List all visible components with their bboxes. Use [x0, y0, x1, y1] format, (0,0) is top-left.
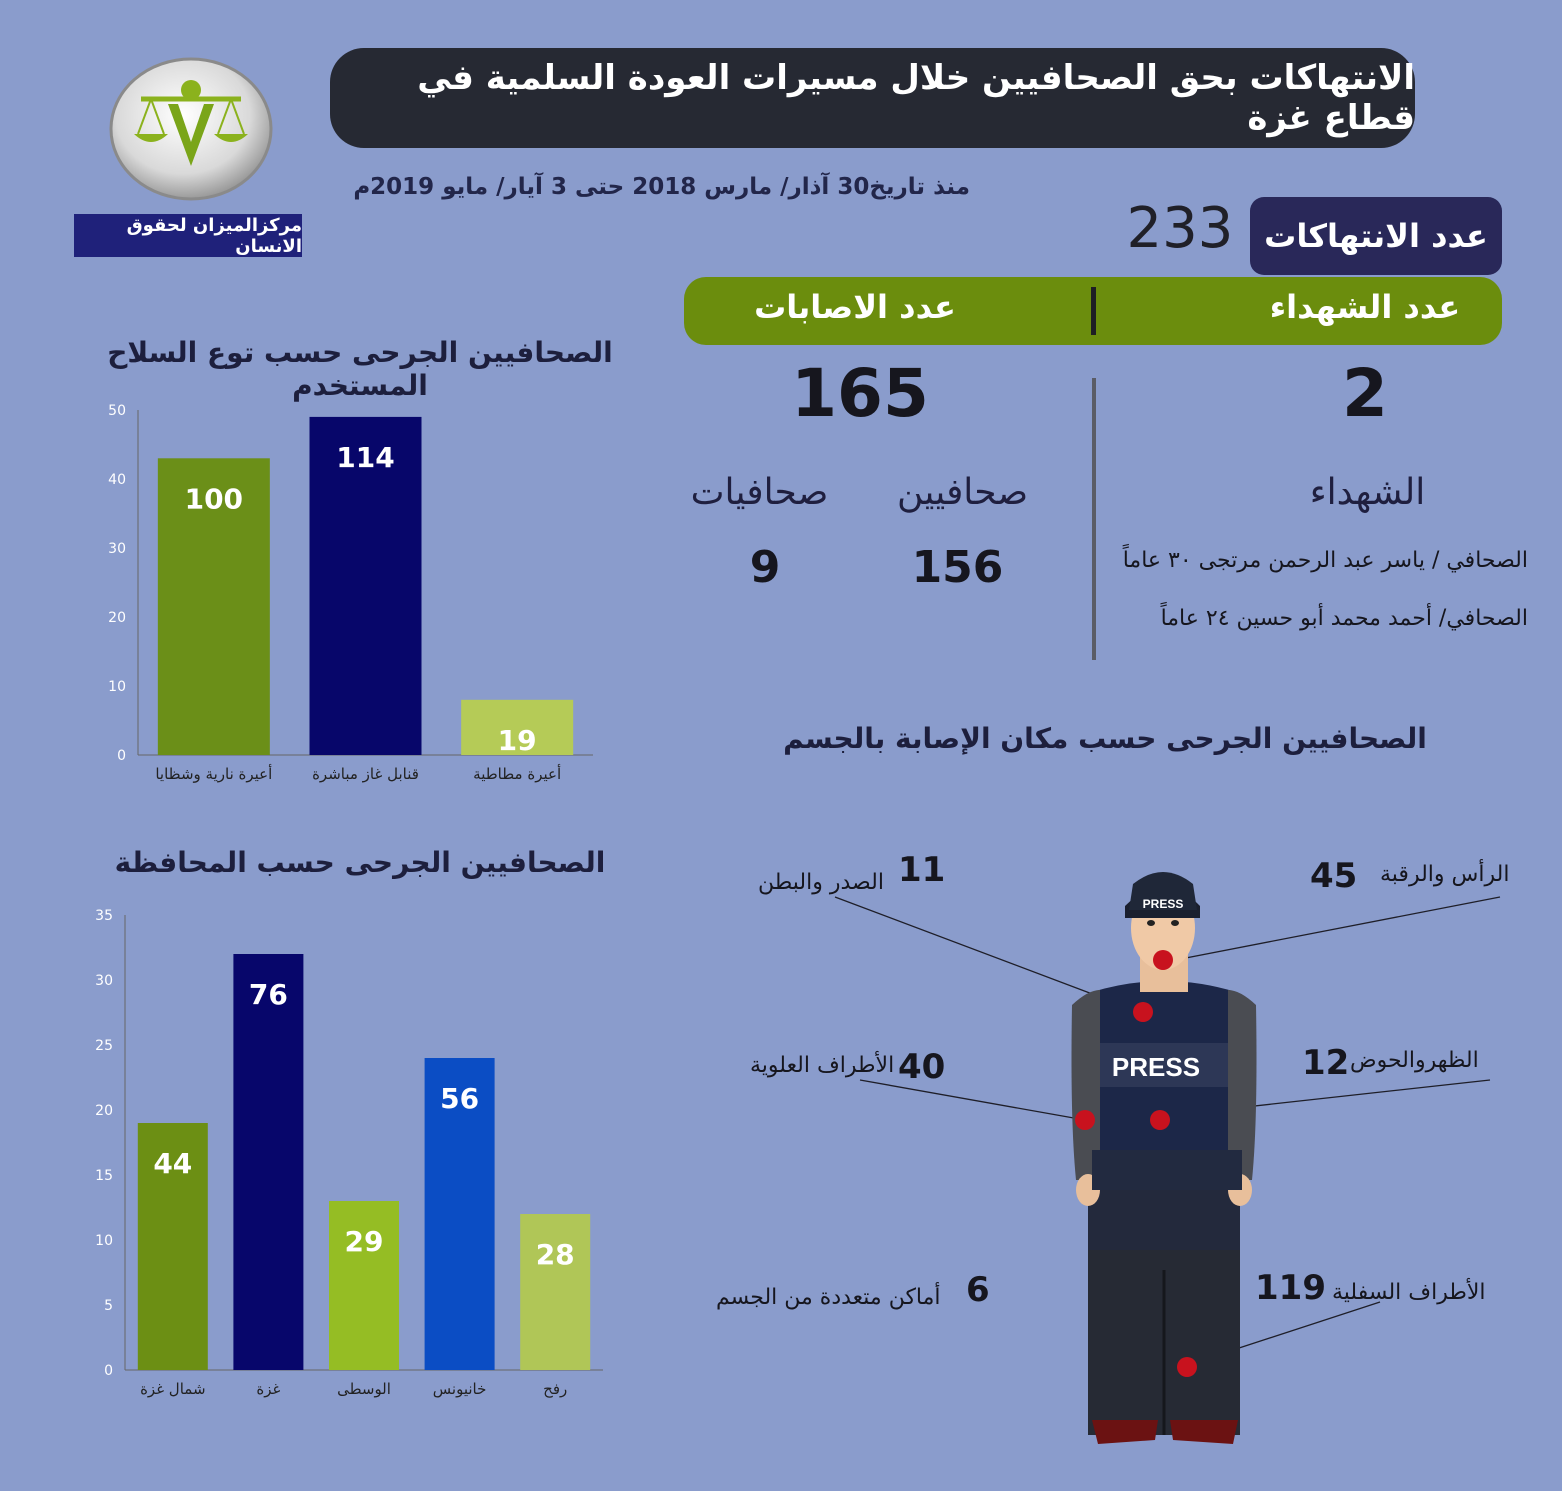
martyrs-count-label: عدد الشهداء — [1269, 288, 1461, 326]
governorate-bar-value-label: 29 — [344, 1225, 384, 1258]
lower-limbs-value: 119 — [1255, 1268, 1326, 1308]
governorate-bar — [233, 954, 303, 1370]
chart-weapon-title: الصحافيين الجرحى حسب توع السلاح المستخدم — [107, 336, 613, 402]
back-pelvis-value: 12 — [1302, 1043, 1350, 1083]
governorate-category-label: رفح — [543, 1380, 568, 1398]
weapon-bar-value-label: 114 — [336, 440, 395, 474]
governorate-bar-value-label: 44 — [153, 1147, 193, 1180]
martyrs-value: 2 — [1342, 355, 1388, 432]
injuries-value: 165 — [791, 355, 929, 432]
chart-governorate-title: الصحافيين الجرحى حسب المحافظة — [114, 846, 606, 879]
governorate-ytick-label: 20 — [95, 1103, 113, 1119]
martyr-item: الصحافي / ياسر عبد الرحمن مرتجى ٣٠ عاماً — [1122, 548, 1528, 573]
governorate-category-label: غزة — [256, 1380, 281, 1398]
governorate-ytick-label: 10 — [95, 1233, 113, 1249]
governorate-bar-value-label: 28 — [535, 1238, 575, 1271]
logo-caption: مركزالميزان لحقوق الانسان — [74, 214, 302, 257]
male-journalists-label: صحافيين — [896, 472, 1029, 513]
weapon-ytick-label: 20 — [108, 610, 126, 626]
head-injury-dot — [1153, 950, 1173, 970]
back-pelvis-label: الظهروالحوض — [1350, 1048, 1479, 1073]
chart-governorate — [95, 905, 620, 1410]
governorate-category-label: الوسطى — [337, 1380, 391, 1398]
arm-injury-dot — [1075, 1110, 1095, 1130]
violations-value: 233 — [1126, 196, 1234, 261]
head-neck-value: 45 — [1310, 856, 1358, 896]
body-diagram — [700, 840, 1562, 1460]
back-injury-dot — [1150, 1110, 1170, 1130]
chest-abdomen-value: 11 — [898, 850, 946, 890]
press-vest-text: PRESS — [1111, 1052, 1201, 1082]
weapon-category-label: أعيرة نارية وشظايا — [155, 765, 273, 783]
vertical-divider — [1092, 378, 1096, 660]
logo — [106, 54, 276, 204]
date-range: منذ تاريخ30 آذار/ مارس 2018 حتى 3 آيار/ مايو 2019م — [353, 174, 970, 200]
female-journalists-label: صحافيات — [690, 472, 829, 513]
lower-limbs-label: الأطراف السفلية — [1332, 1280, 1486, 1305]
governorate-bar-value-label: 56 — [440, 1082, 480, 1115]
violations-label: عدد الانتهاكات — [1250, 197, 1502, 275]
multiple-places-label: أماكن متعددة من الجسم — [716, 1285, 941, 1310]
weapon-bar-value-label: 19 — [497, 723, 537, 757]
governorate-ytick-label: 15 — [95, 1168, 113, 1184]
upper-limbs-value: 40 — [898, 1047, 946, 1087]
female-journalists-value: 9 — [749, 542, 781, 593]
arms-leader-line — [860, 1080, 1085, 1120]
weapon-ytick-label: 40 — [108, 472, 126, 488]
leg-injury-dot — [1177, 1357, 1197, 1377]
male-journalists-value: 156 — [911, 542, 1004, 593]
governorate-ytick-label: 5 — [104, 1298, 113, 1314]
governorate-ytick-label: 0 — [104, 1363, 113, 1379]
weapon-ytick-label: 50 — [108, 403, 126, 419]
injuries-count-label: عدد الاصابات — [754, 288, 956, 326]
martyr-item: الصحافي/ أحمد محمد أبو حسين ٢٤ عاماً — [1160, 606, 1528, 631]
head-neck-label: الرأس والرقبة — [1380, 862, 1510, 887]
header-divider — [1091, 287, 1096, 335]
martyrs-heading: الشهداء — [1309, 472, 1426, 513]
governorate-category-label: خانيونس — [432, 1380, 487, 1398]
chart-weapon — [100, 395, 620, 790]
weapon-bar-value-label: 100 — [184, 482, 244, 516]
upper-limbs-label: الأطراف العلوية — [750, 1053, 895, 1078]
governorate-bar-value-label: 76 — [248, 978, 288, 1011]
multiple-places-value: 6 — [966, 1270, 990, 1310]
press-cap-text: PRESS — [1142, 897, 1184, 911]
weapon-ytick-label: 30 — [108, 541, 126, 557]
weapon-ytick-label: 0 — [117, 748, 126, 764]
chest-leader-line — [835, 897, 1095, 995]
scales-of-justice-icon — [106, 54, 276, 204]
governorate-ytick-label: 25 — [95, 1038, 113, 1054]
governorate-category-label: شمال غزة — [140, 1380, 206, 1398]
page-title: الانتهاكات بحق الصحافيين خلال مسيرات العودة السلمية في قطاع غزة — [330, 48, 1415, 148]
chest-injury-dot — [1133, 1002, 1153, 1022]
governorate-ytick-label: 30 — [95, 973, 113, 989]
weapon-category-label: قنابل غاز مباشرة — [312, 765, 419, 783]
body-section-title: الصحافيين الجرحى حسب مكان الإصابة بالجسم — [783, 722, 1427, 755]
governorate-ytick-label: 35 — [95, 908, 113, 924]
chest-abdomen-label: الصدر والبطن — [758, 870, 884, 895]
head-leader-line — [1160, 897, 1500, 963]
weapon-category-label: أعيرة مطاطية — [473, 765, 562, 783]
weapon-ytick-label: 10 — [108, 679, 126, 695]
